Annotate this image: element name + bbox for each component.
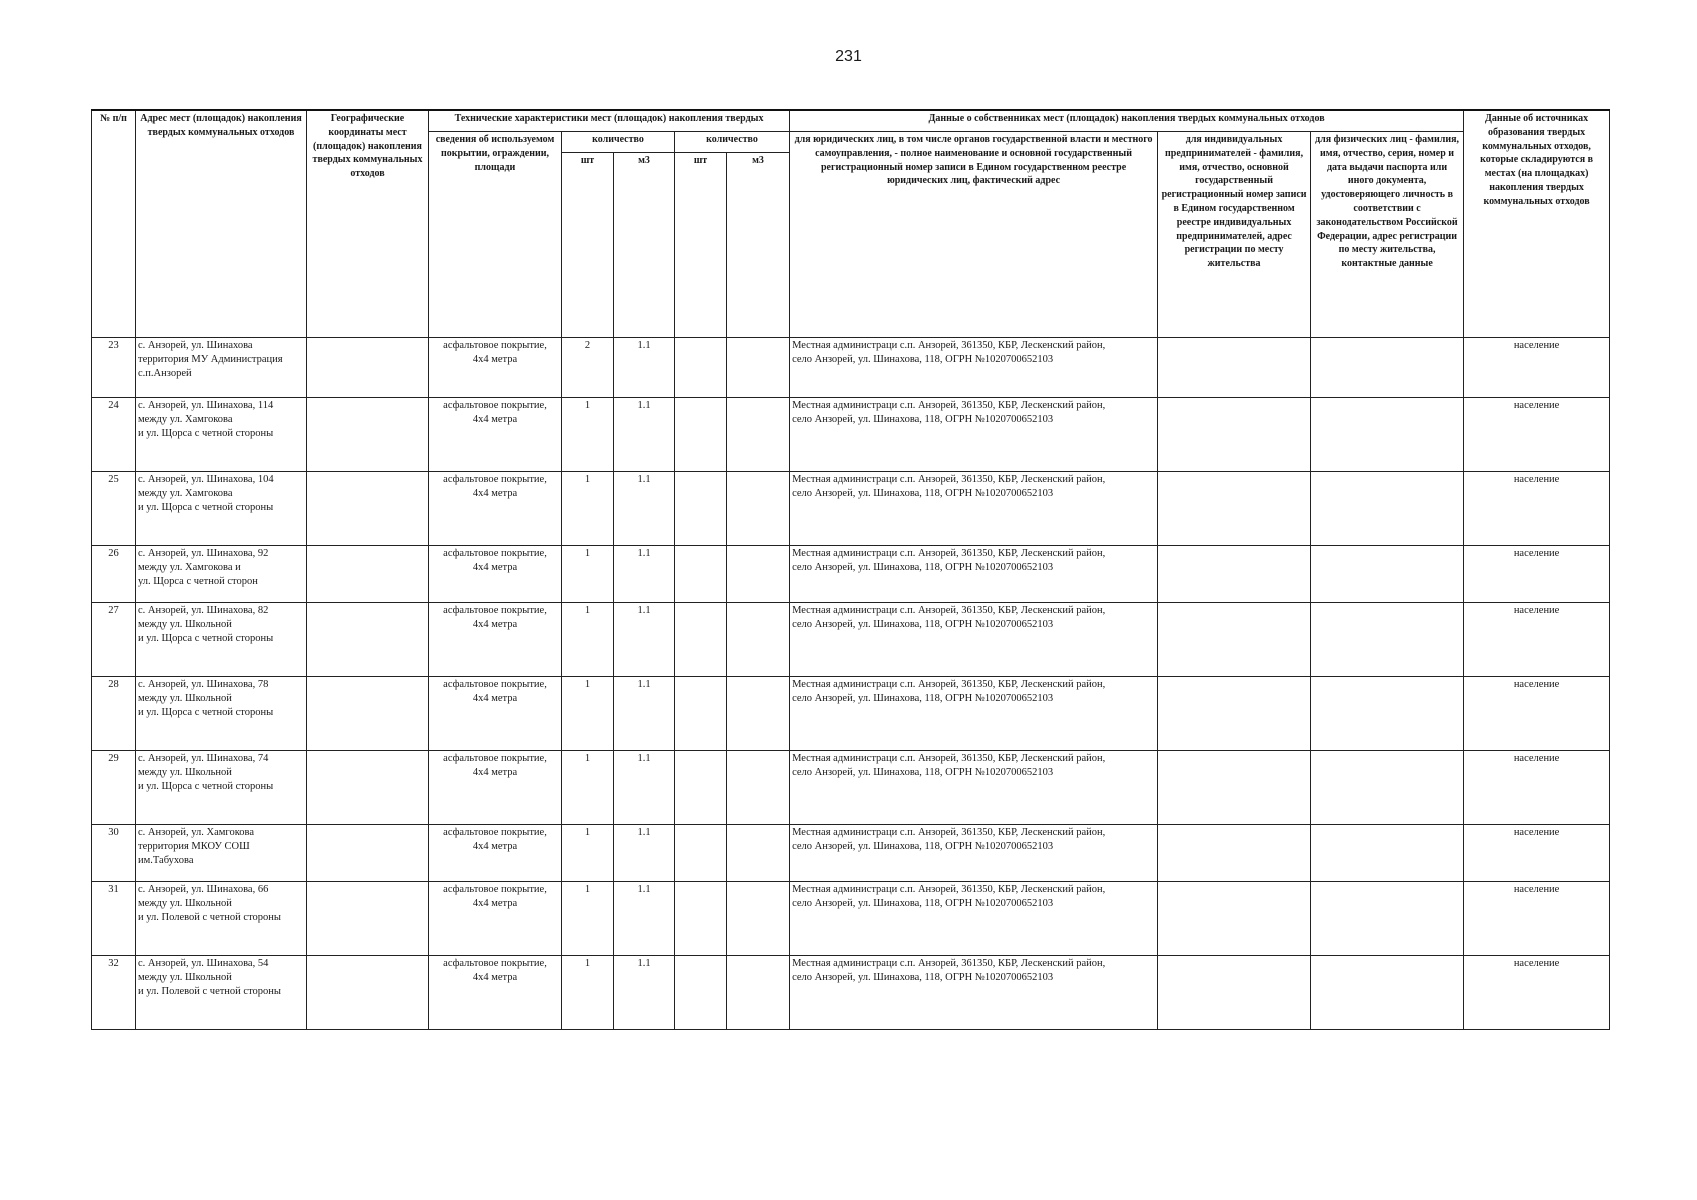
row-owner-ip [1158,398,1311,472]
row-source: население [1464,338,1610,398]
owner-line: Местная администраци с.п. Анзорей, 361350, КБР, Лескенский район, [792,548,1106,559]
row-planned-sht [675,751,727,825]
row-source: население [1464,956,1610,1030]
row-surface [429,398,562,472]
table-row [92,603,1610,677]
address-line: с.п.Анзорей [138,367,192,379]
header-unit-m3-planned: м3 [727,153,790,338]
table-row [92,338,1610,398]
address-line: между ул. Школьной [138,692,232,704]
row-address [136,882,307,956]
header-geo: Географические координаты мест (площадок) накопления твердых коммунальных отходов [307,110,429,338]
row-number: 29 [92,751,136,825]
row-qty-sht: 1 [562,882,614,956]
surface-line: 4х4 метра [472,971,518,983]
row-address [136,677,307,751]
row-qty-m3: 1.1 [614,751,675,825]
row-planned-m3 [727,603,790,677]
owner-line: Местная администраци с.п. Анзорей, 361350, КБР, Лескенский район, [792,400,1106,411]
row-owner-legal [790,882,1158,956]
row-owner-ip [1158,825,1311,882]
address-line: с. Анзорей, ул. Шинахова, 82 [138,605,269,616]
row-owner-ip [1158,751,1311,825]
surface-line: 4х4 метра [472,692,518,704]
row-owner-phys [1311,825,1464,882]
header-sources: Данные об источниках образования твердых коммунальных отходов, которые складируются в местах (на площадках) накопления твердых коммунальных отходов [1464,110,1610,338]
row-geo [307,338,429,398]
row-planned-sht [675,338,727,398]
row-source: население [1464,751,1610,825]
row-owner-ip [1158,472,1311,546]
owner-line: село Анзорей, ул. Шинахова, 118, ОГРН №1020700652103 [792,561,1054,573]
row-geo [307,677,429,751]
header-tech-text: Технические характеристики мест (площадок) накопления твердых [454,113,764,124]
row-planned-m3 [727,398,790,472]
row-surface [429,472,562,546]
row-owner-phys [1311,956,1464,1030]
row-surface [429,882,562,956]
owner-line: село Анзорей, ул. Шинахова, 118, ОГРН №1020700652103 [792,971,1054,983]
surface-line: асфальтовое покрытие, [443,679,547,690]
surface-line: асфальтовое покрытие, [443,400,547,411]
row-surface [429,825,562,882]
row-qty-sht: 1 [562,677,614,751]
row-qty-sht: 1 [562,956,614,1030]
row-planned-m3 [727,677,790,751]
surface-line: 4х4 метра [472,897,518,909]
row-geo [307,751,429,825]
row-qty-sht: 1 [562,398,614,472]
row-owner-legal [790,546,1158,603]
surface-line: 4х4 метра [472,840,518,852]
row-number: 24 [92,398,136,472]
address-line: с. Анзорей, ул. Шинахова [138,340,253,351]
address-line: и ул. Щорса с четной стороны [138,780,274,792]
row-number: 28 [92,677,136,751]
address-line: и ул. Щорса с четной стороны [138,632,274,644]
row-qty-sht: 1 [562,546,614,603]
owner-line: Местная администраци с.п. Анзорей, 361350, КБР, Лескенский район, [792,958,1106,969]
row-address [136,398,307,472]
address-line: и ул. Полевой с четной стороны [138,985,281,997]
surface-line: асфальтовое покрытие, [443,605,547,616]
owner-line: село Анзорей, ул. Шинахова, 118, ОГРН №1020700652103 [792,897,1054,909]
address-line: с. Анзорей, ул. Шинахова, 66 [138,884,269,895]
table-row [92,825,1610,882]
row-owner-legal [790,751,1158,825]
row-owner-legal [790,603,1158,677]
surface-line: асфальтовое покрытие, [443,958,547,969]
row-planned-sht [675,398,727,472]
surface-line: 4х4 метра [472,413,518,425]
surface-line: асфальтовое покрытие, [443,884,547,895]
row-owner-ip [1158,882,1311,956]
row-owner-phys [1311,603,1464,677]
row-planned-sht [675,825,727,882]
row-owner-phys [1311,751,1464,825]
header-tech-surface: сведения об используемом покрытии, ограждении, площади [429,132,562,338]
row-owner-legal [790,338,1158,398]
address-line: между ул. Хамгокова [138,487,233,499]
row-number: 32 [92,956,136,1030]
row-owner-ip [1158,603,1311,677]
row-qty-m3: 1.1 [614,338,675,398]
owner-line: село Анзорей, ул. Шинахова, 118, ОГРН №1020700652103 [792,413,1054,425]
table-row [92,956,1610,1030]
header-address: Адрес мест (площадок) накопления твердых коммунальных отходов [136,110,307,338]
owner-line: Местная администраци с.п. Анзорей, 361350, КБР, Лескенский район, [792,753,1106,764]
row-number: 26 [92,546,136,603]
surface-line: асфальтовое покрытие, [443,827,547,838]
table-header [92,110,1610,338]
header-unit-m3-placed: м3 [614,153,675,338]
row-surface [429,603,562,677]
row-number: 27 [92,603,136,677]
row-owner-legal [790,398,1158,472]
row-source: население [1464,546,1610,603]
address-line: и ул. Щорса с четной стороны [138,501,274,513]
surface-line: 4х4 метра [472,766,518,778]
address-line: с. Анзорей, ул. Шинахова, 92 [138,548,269,559]
row-source: население [1464,603,1610,677]
surface-line: асфальтовое покрытие, [443,548,547,559]
owner-line: село Анзорей, ул. Шинахова, 118, ОГРН №1020700652103 [792,618,1054,630]
surface-line: 4х4 метра [472,487,518,499]
row-qty-sht: 1 [562,825,614,882]
row-address [136,751,307,825]
owner-line: село Анзорей, ул. Шинахова, 118, ОГРН №1020700652103 [792,353,1054,365]
row-source: население [1464,882,1610,956]
owner-line: Местная администраци с.п. Анзорей, 361350, КБР, Лескенский район, [792,679,1106,690]
row-surface [429,546,562,603]
row-planned-sht [675,603,727,677]
table-row [92,472,1610,546]
row-number: 25 [92,472,136,546]
address-line: между ул. Хамгокова [138,413,233,425]
row-qty-sht: 1 [562,472,614,546]
header-owners: Данные о собственниках мест (площадок) накопления твердых коммунальных отходов [790,110,1464,132]
address-line: с. Анзорей, ул. Шинахова, 104 [138,474,274,485]
row-surface [429,956,562,1030]
row-owner-legal [790,956,1158,1030]
row-planned-m3 [727,956,790,1030]
owner-line: Местная администраци с.п. Анзорей, 361350, КБР, Лескенский район, [792,884,1106,895]
address-line: с. Анзорей, ул. Хамгокова [138,827,254,838]
table-row [92,677,1610,751]
address-line: с. Анзорей, ул. Шинахова, 74 [138,753,269,764]
address-line: территория МУ Администрация [138,353,283,365]
address-line: и ул. Щорса с четной стороны [138,427,274,439]
address-line: с. Анзорей, ул. Шинахова, 114 [138,400,274,411]
row-owner-ip [1158,338,1311,398]
row-source: население [1464,472,1610,546]
row-qty-m3: 1.1 [614,882,675,956]
row-qty-m3: 1.1 [614,603,675,677]
row-source: население [1464,677,1610,751]
row-planned-m3 [727,546,790,603]
owner-line: Местная администраци с.п. Анзорей, 361350, КБР, Лескенский район, [792,605,1106,616]
header-tech [429,110,790,132]
address-line: между ул. Школьной [138,971,232,983]
row-geo [307,825,429,882]
row-qty-m3: 1.1 [614,677,675,751]
address-line: с. Анзорей, ул. Шинахова, 54 [138,958,269,969]
row-qty-m3: 1.1 [614,472,675,546]
row-owner-ip [1158,677,1311,751]
row-planned-sht [675,956,727,1030]
page-number: 231 [835,48,862,65]
header-qty-planned-text: количество [706,134,758,145]
table-body [92,338,1610,1030]
address-line: между ул. Хамгокова и [138,561,241,573]
row-owner-ip [1158,546,1311,603]
header-num: № п/п [92,110,136,338]
header-unit-sht-placed: шт [562,153,614,338]
row-number: 23 [92,338,136,398]
row-number: 30 [92,825,136,882]
owner-line: Местная администраци с.п. Анзорей, 361350, КБР, Лескенский район, [792,340,1106,351]
address-line: и ул. Полевой с четной стороны [138,911,281,923]
header-qty-planned [675,132,790,153]
row-owner-phys [1311,398,1464,472]
row-geo [307,956,429,1030]
surface-line: асфальтовое покрытие, [443,753,547,764]
row-address [136,546,307,603]
header-owners-ip: для индивидуальных предпринимателей - фамилия, имя, отчество, основной государственный регистрационный номер записи в Едином государственном реестре индивидуальных предпринимателей, адрес регистрации по месту жительства [1158,132,1311,338]
address-line: с. Анзорей, ул. Шинахова, 78 [138,679,269,690]
row-planned-sht [675,882,727,956]
owner-line: село Анзорей, ул. Шинахова, 118, ОГРН №1020700652103 [792,766,1054,778]
row-owner-phys [1311,677,1464,751]
address-line: между ул. Школьной [138,618,232,630]
row-number: 31 [92,882,136,956]
row-address [136,338,307,398]
table-row [92,751,1610,825]
row-geo [307,546,429,603]
header-unit-sht-planned: шт [675,153,727,338]
table-row [92,546,1610,603]
row-owner-legal [790,825,1158,882]
owner-line: село Анзорей, ул. Шинахова, 118, ОГРН №1020700652103 [792,692,1054,704]
address-line: между ул. Школьной [138,766,232,778]
owner-line: Местная администраци с.п. Анзорей, 361350, КБР, Лескенский район, [792,474,1106,485]
row-qty-sht: 2 [562,338,614,398]
surface-line: 4х4 метра [472,353,518,365]
row-owner-phys [1311,338,1464,398]
row-qty-m3: 1.1 [614,956,675,1030]
waste-sites-table [91,109,1610,1030]
row-owner-legal [790,677,1158,751]
row-qty-m3: 1.1 [614,398,675,472]
row-qty-sht: 1 [562,603,614,677]
row-geo [307,603,429,677]
row-geo [307,472,429,546]
row-surface [429,751,562,825]
header-qty-placed [562,132,675,153]
surface-line: 4х4 метра [472,618,518,630]
surface-line: асфальтовое покрытие, [443,340,547,351]
row-planned-m3 [727,338,790,398]
surface-line: асфальтовое покрытие, [443,474,547,485]
address-line: между ул. Школьной [138,897,232,909]
row-owner-phys [1311,472,1464,546]
row-planned-m3 [727,751,790,825]
header-owners-phys: для физических лиц - фамилия, имя, отчество, серия, номер и дата выдачи паспорта или иного документа, удостоверяющего личность в соответствии с законодательством Российской Федерации, адрес регистрации по месту жительства, контактные данные [1311,132,1464,338]
row-source: население [1464,398,1610,472]
surface-line: 4х4 метра [472,561,518,573]
row-address [136,472,307,546]
address-line: ул. Щорса с четной сторон [138,575,258,587]
row-source: население [1464,825,1610,882]
row-address [136,956,307,1030]
row-owner-phys [1311,546,1464,603]
row-planned-m3 [727,472,790,546]
row-planned-sht [675,677,727,751]
address-line: территория МКОУ СОШ [138,840,250,852]
row-planned-m3 [727,882,790,956]
row-owner-legal [790,472,1158,546]
row-geo [307,398,429,472]
row-address [136,825,307,882]
address-line: им.Табухова [138,854,194,866]
row-planned-m3 [727,825,790,882]
table-row [92,882,1610,956]
row-address [136,603,307,677]
owner-line: село Анзорей, ул. Шинахова, 118, ОГРН №1020700652103 [792,487,1054,499]
row-owner-phys [1311,882,1464,956]
row-qty-m3: 1.1 [614,825,675,882]
owner-line: село Анзорей, ул. Шинахова, 118, ОГРН №1020700652103 [792,840,1054,852]
owner-line: Местная администраци с.п. Анзорей, 361350, КБР, Лескенский район, [792,827,1106,838]
header-owners-legal: для юридических лиц, в том числе органов государственной власти и местного самоуправления, - полное наименование и основной государственный регистрационный номер записи в Едином государственном реестре юридических лиц, фактический адрес [790,132,1158,338]
row-surface [429,677,562,751]
header-qty-placed-text: количество [592,134,644,145]
row-planned-sht [675,472,727,546]
row-surface [429,338,562,398]
row-qty-m3: 1.1 [614,546,675,603]
row-owner-ip [1158,956,1311,1030]
address-line: и ул. Щорса с четной стороны [138,706,274,718]
row-qty-sht: 1 [562,751,614,825]
table-row [92,398,1610,472]
row-geo [307,882,429,956]
row-planned-sht [675,546,727,603]
